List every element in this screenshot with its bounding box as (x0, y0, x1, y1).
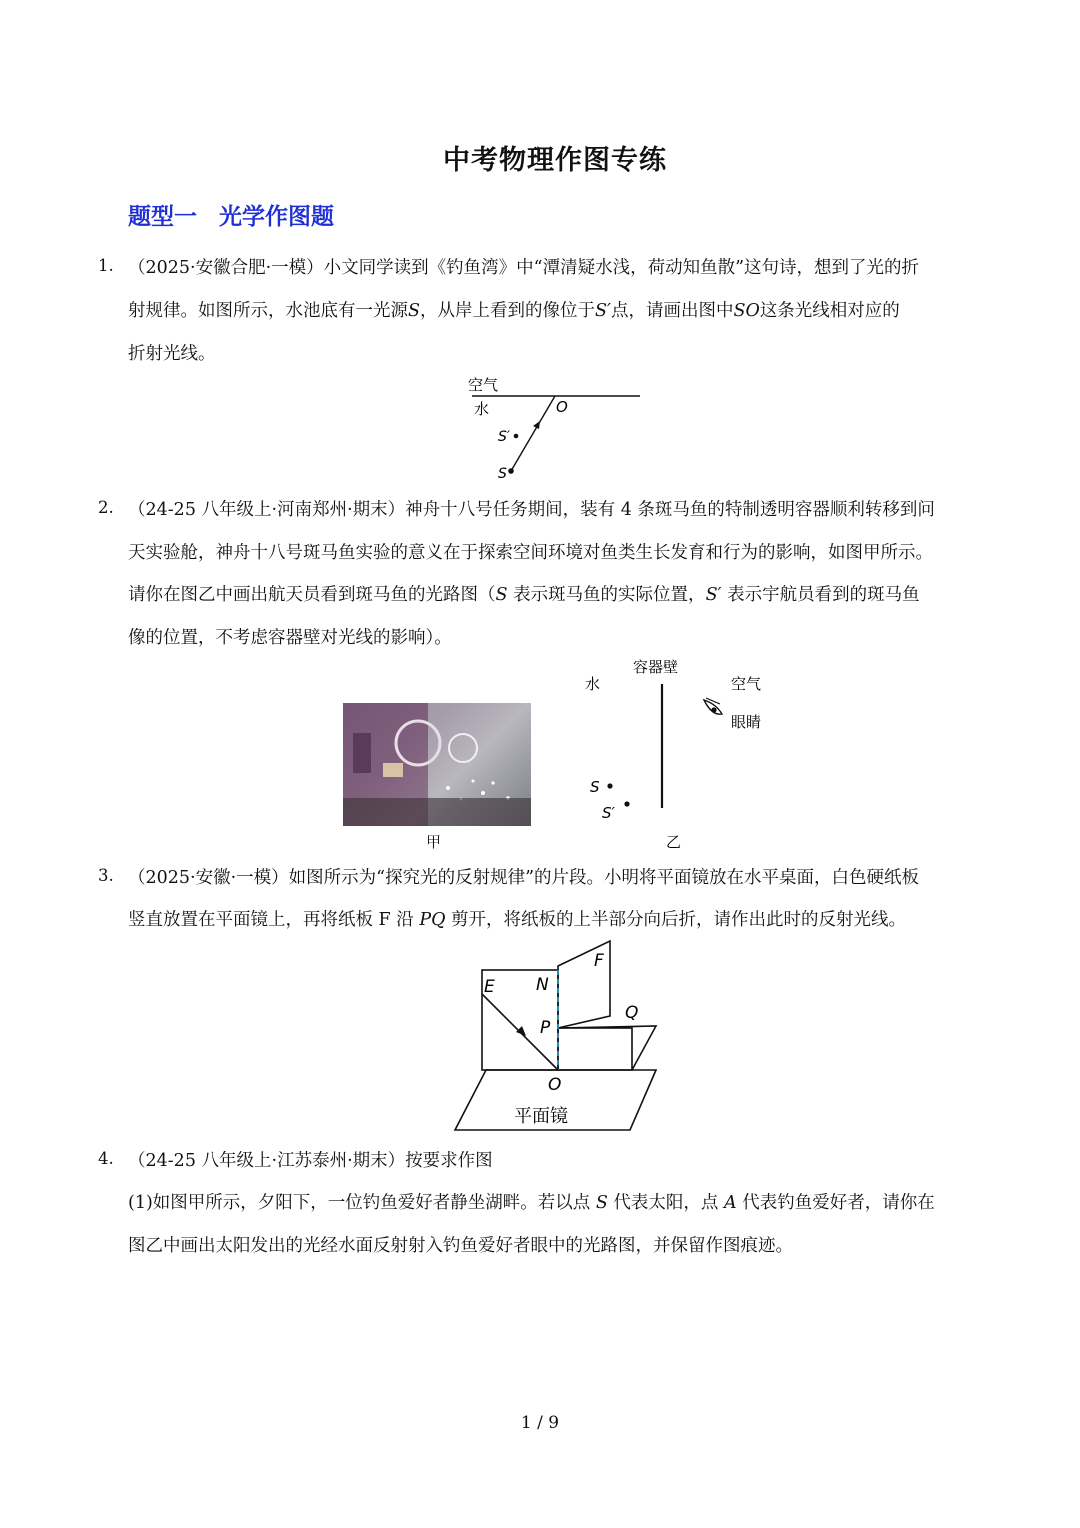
label-eye: 眼睛 (731, 713, 762, 731)
eye-icon (704, 698, 722, 714)
label-s: S (498, 466, 507, 482)
page-title: 中考物理作图专练 (443, 145, 667, 176)
section-label: 题型一 (128, 204, 197, 230)
zebrafish-container-photo (343, 703, 531, 826)
label-e: E (484, 977, 495, 997)
question-1-figure (460, 372, 650, 484)
label-mirror: 平面镜 (514, 1106, 568, 1127)
label-o: O (556, 398, 568, 416)
arrow-icon (516, 1026, 526, 1036)
question-1-number: 1. (98, 256, 114, 275)
label-n: N (536, 975, 549, 995)
question-3-line-1: （2025·安徽·一模）如图所示为“探究光的反射规律”的片段。小明将平面镜放在水平桌面，白色硬纸板 (128, 868, 920, 888)
question-2-line-3: 请你在图乙中画出航天员看到斑马鱼的光路图（S 表示斑马鱼的实际位置，S′ 表示宇航员看到的斑马鱼 (128, 585, 920, 605)
label-s: S (590, 778, 600, 796)
label-air: 空气 (731, 675, 762, 693)
incident-ray (511, 396, 555, 471)
label-water: 水 (474, 400, 490, 418)
label-air: 空气 (468, 376, 499, 394)
label-wall: 容器壁 (633, 658, 679, 676)
section-name: 光学作图题 (219, 204, 334, 230)
photo-illustration (343, 703, 531, 826)
point-s (508, 468, 514, 474)
board-f-lower (558, 1028, 632, 1070)
question-4-number: 4. (98, 1149, 114, 1168)
question-4-line-1: （24-25 八年级上·江苏泰州·期末）按要求作图 (128, 1151, 493, 1171)
question-1-line-2: 射规律。如图所示，水池底有一光源S，从岸上看到的像位于S′点，请画出图中SO这条光线相对应的 (128, 301, 900, 321)
photo-caption: 甲 (426, 833, 442, 851)
question-4-sub-line-1: (1)如图甲所示，夕阳下，一位钓鱼爱好者静坐湖畔。若以点 S 代表太阳，点 A 代表钓鱼爱好者，请你在 (128, 1193, 935, 1213)
point-s (607, 783, 612, 788)
question-2-line-4: 像的位置，不考虑容器壁对光线的影响）。 (128, 628, 452, 648)
question-2-line-2: 天实验舱，神舟十八号斑马鱼实验的意义在于探索空间环境对鱼类生长发育和行为的影响，如图甲所示。 (128, 543, 933, 563)
section-heading (128, 198, 334, 231)
board-f-lower-edge (558, 1026, 656, 1070)
question-3-line-2: 竖直放置在平面镜上，再将纸板 F 沿 PQ 剪开，将纸板的上半部分向后折，请作出此时的反射光线。 (128, 910, 907, 930)
label-water: 水 (585, 675, 601, 693)
label-q: Q (625, 1003, 639, 1023)
question-2-figure (580, 652, 780, 852)
question-2-number: 2. (98, 498, 114, 517)
figure-caption: 乙 (666, 833, 682, 851)
point-s-prime (514, 434, 519, 439)
label-p: P (540, 1018, 551, 1038)
label-s-prime: S′ (498, 429, 511, 445)
question-3-number: 3. (98, 866, 114, 885)
point-s-prime (624, 801, 629, 806)
label-s-prime: S′ (602, 804, 615, 822)
question-3-figure (450, 936, 670, 1136)
page-number: 1 / 9 (520, 1413, 560, 1433)
question-1-line-3: 折射光线。 (128, 344, 216, 364)
label-f: F (594, 951, 604, 971)
label-o: O (548, 1075, 562, 1095)
question-2-line-1: （24-25 八年级上·河南郑州·期末）神舟十八号任务期间，装有 4 条斑马鱼的特制透明容器顺利转移到问 (128, 500, 935, 520)
question-1-line-1: （2025·安徽合肥·一模）小文同学读到《钓鱼湾》中“潭清疑水浅，荷动知鱼散”这句诗，想到了光的折 (128, 258, 920, 278)
question-4-sub-line-2: 图乙中画出太阳发出的光经水面反射射入钓鱼爱好者眼中的光路图，并保留作图痕迹。 (128, 1236, 793, 1256)
